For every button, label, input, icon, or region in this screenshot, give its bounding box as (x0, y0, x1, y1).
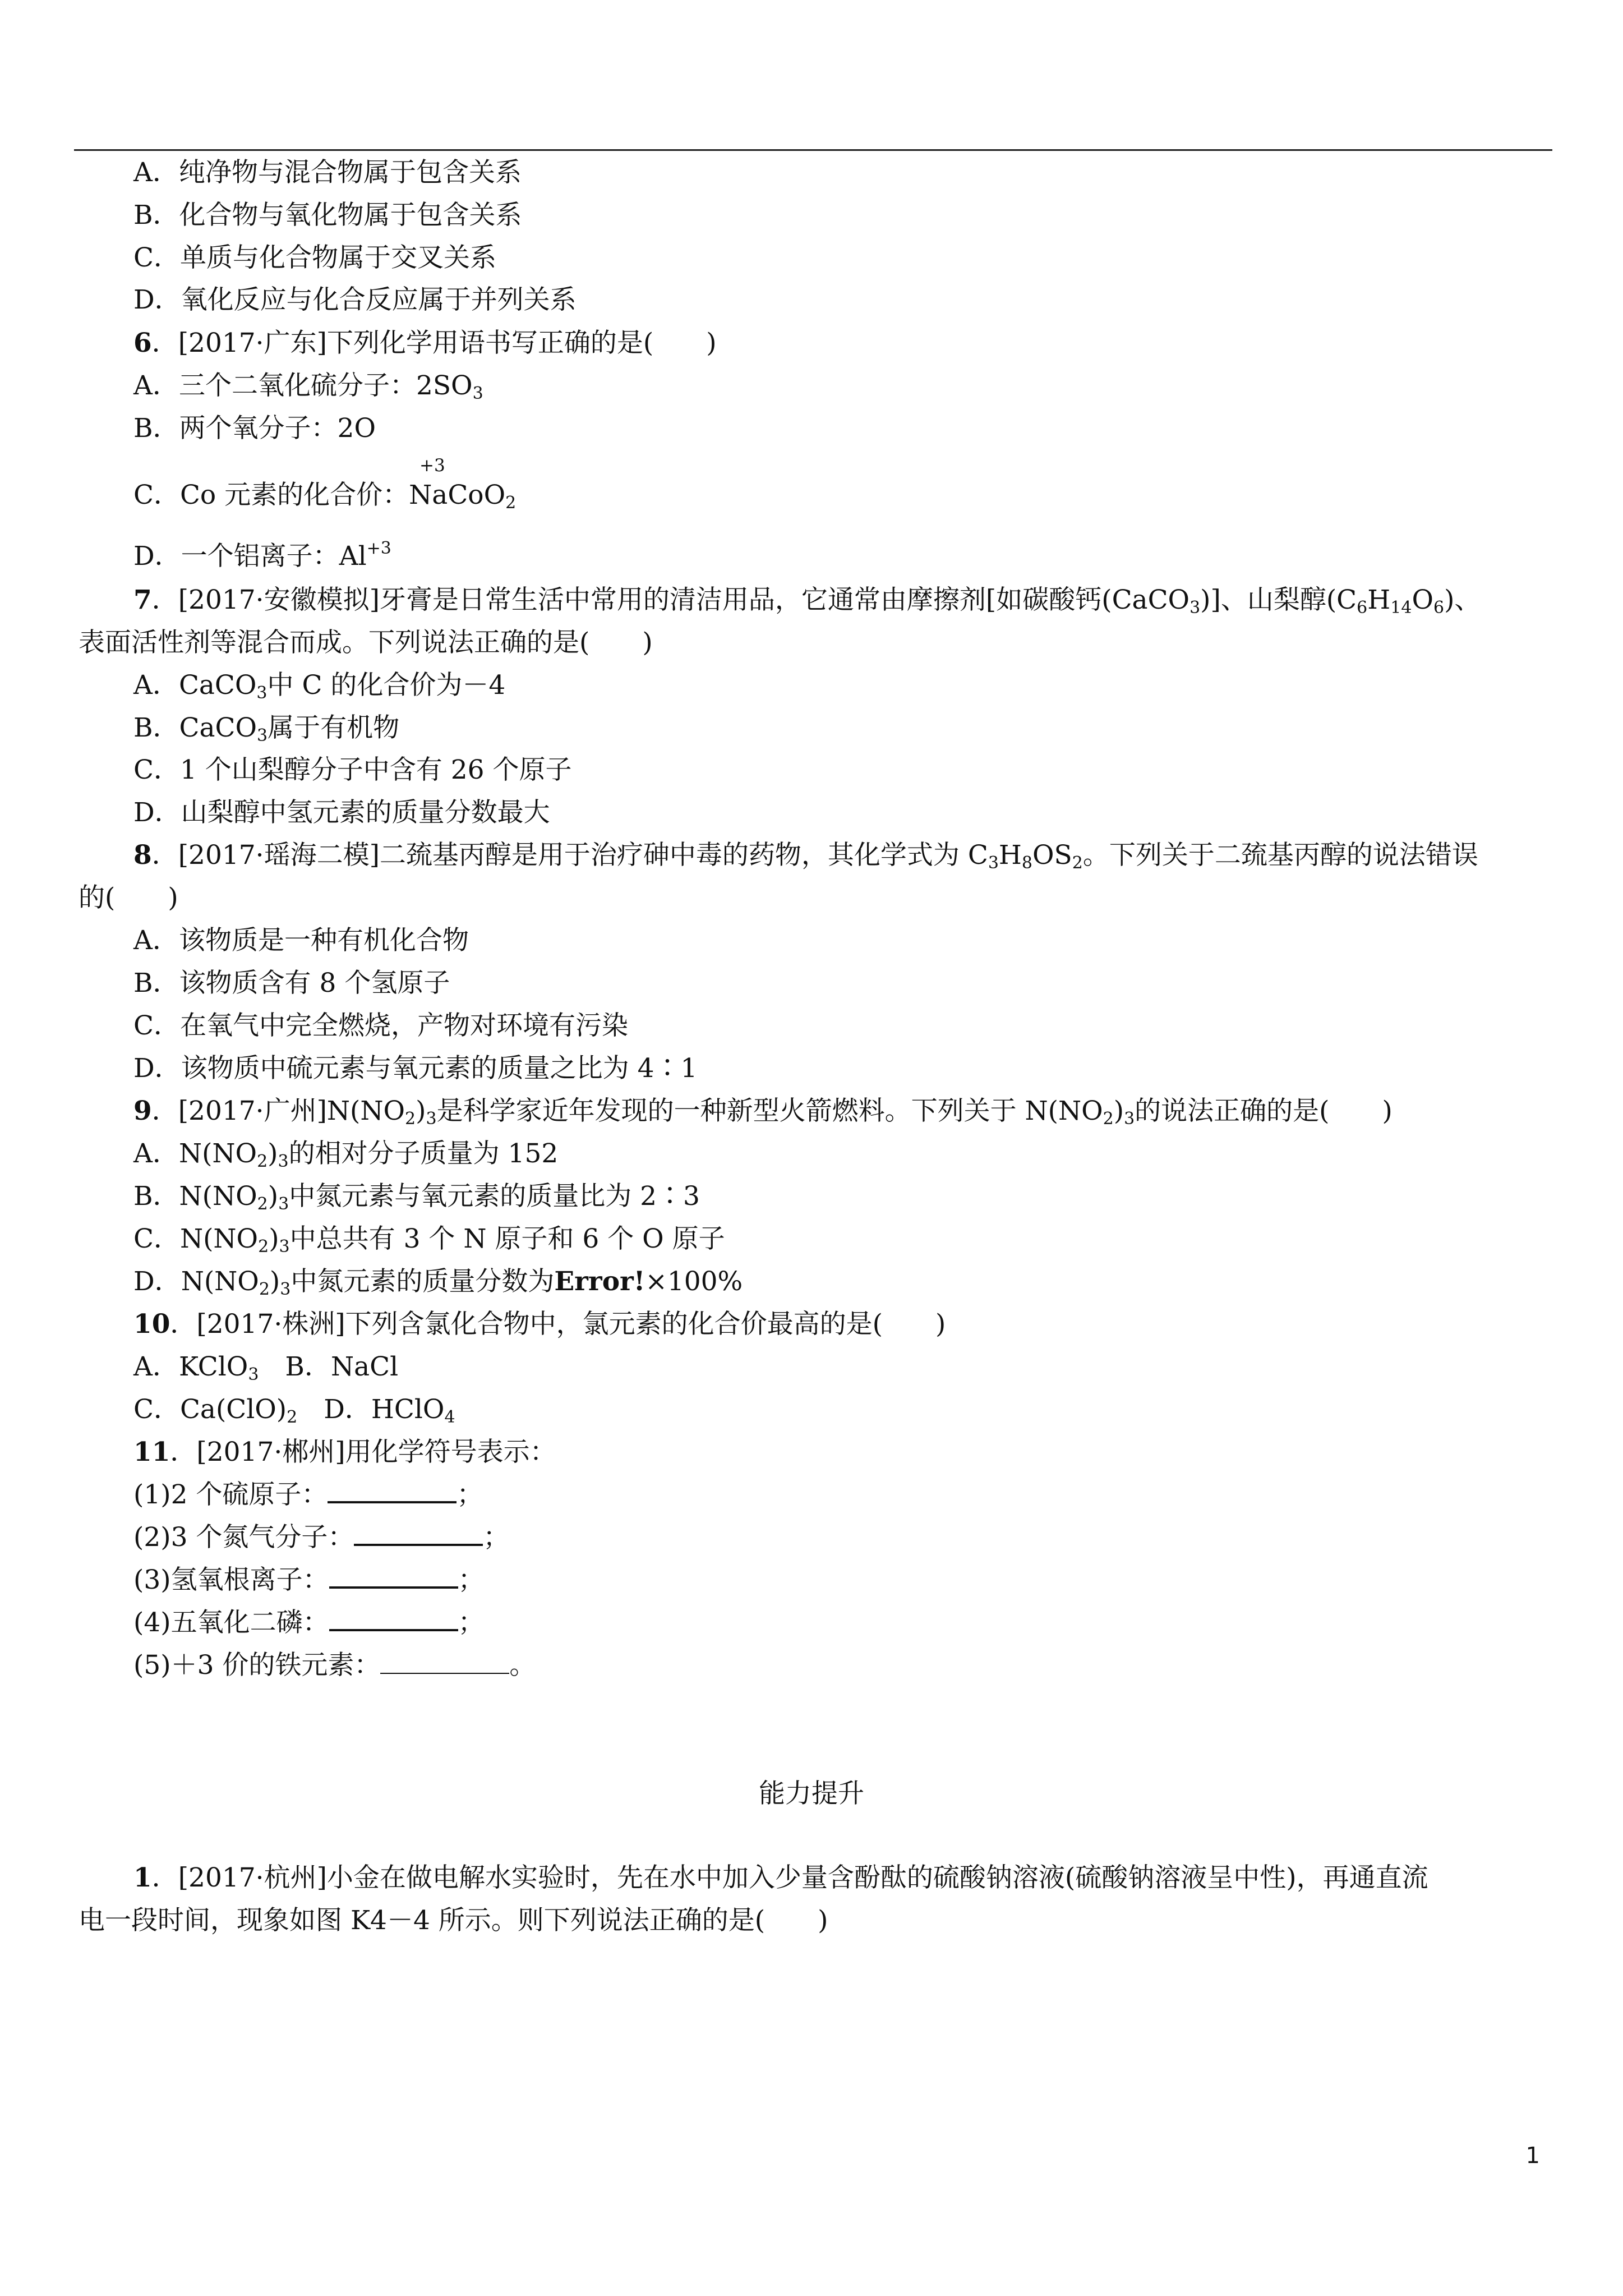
q10-options-cd: C．$Ca(ClO)_2$ D．HClO$_4$ (133, 1394, 455, 1427)
q8-option-c: C．在氧气中完全燃烧，产物对环境有污染 (133, 1010, 628, 1041)
header-rule (74, 149, 1552, 151)
q11-item-2: (2)3 个氮气分子： ； (133, 1522, 510, 1553)
question-7-stem: 7．[2017·安徽模拟]牙膏是日常生活中常用的清洁用品，它通常由摩擦剂[如碳酸钙(CaCO$_3$)]、山梨醇$(C_6H_{14}O_6)$、 (133, 585, 1481, 618)
answer-blank[interactable] (328, 1481, 457, 1503)
question-7-stem-line2: 表面活性剂等混合而成。下列说法正确的是( ) (79, 627, 653, 658)
q6-oxidation-state: +3 (419, 455, 445, 476)
question-8-stem-line2: 的( ) (79, 882, 178, 913)
question-10-stem: 10．[2017·株洲]下列含氯化合物中，氯元素的化合价最高的是( ) (133, 1309, 946, 1340)
q9-option-b: B．$N(NO_2)_3$中氮元素与氧元素的质量比为 2∶3 (133, 1181, 700, 1214)
ability-question-1-stem: 1．[2017·杭州]小金在做电解水实验时，先在水中加入少量含酚酞的硫酸钠溶液(硫酸钠溶液呈中性)，再通直流 (133, 1862, 1428, 1893)
q7-option-c: C．1 个山梨醇分子中含有 26 个原子 (133, 754, 572, 785)
q5-option-b: B．化合物与氧化物属于包含关系 (133, 200, 522, 231)
q9-option-c: C．$N(NO_2)_3$中总共有 3 个 N 原子和 6 个 O 原子 (133, 1223, 725, 1257)
question-9-stem: 9．[2017·广州]$N(NO_2)_3$是科学家近年发现的一种新型火箭燃料。下列关于 $N(NO_2)_3$的说法正确的是( ) (133, 1096, 1393, 1129)
q11-item-1: (1)2 个硫原子： ； (133, 1479, 483, 1510)
answer-blank[interactable] (354, 1524, 483, 1546)
q5-option-d: D．氧化反应与化合反应属于并列关系 (133, 284, 577, 315)
q8-option-d: D．该物质中硫元素与氧元素的质量之比为 4∶1 (133, 1053, 698, 1084)
q9-option-d: D．$N(NO_2)_3$中氮元素的质量分数为Error!×100% (133, 1266, 743, 1299)
q6-option-c: C．Co 元素的化合价：NaCoO$_2$ (133, 480, 517, 513)
answer-blank[interactable] (329, 1609, 458, 1631)
answer-blank[interactable] (380, 1653, 509, 1674)
section-title: 能力提升 (759, 1778, 864, 1809)
q6-option-a: A．三个二氧化硫分子：$2SO_3$ (133, 370, 483, 403)
q5-option-c: C．单质与化合物属于交叉关系 (133, 242, 496, 273)
q10-options-ab: A．KClO$_3$ B．NaCl (133, 1351, 399, 1384)
q7-option-b: B．CaCO$_3$属于有机物 (133, 712, 400, 746)
q9-option-a: A．$N(NO_2)_3$的相对分子质量为 152 (133, 1138, 559, 1171)
question-8-stem: 8．[2017·瑶海二模]二巯基丙醇是用于治疗砷中毒的药物，其化学式为 $C_3H_8OS_2$。下列关于二巯基丙醇的说法错误 (133, 840, 1478, 873)
q11-item-5: (5)＋3 价的铁元素： 。 (133, 1650, 536, 1681)
q6-option-b: B．两个氧分子：2O (133, 413, 376, 444)
q6-option-d: D．一个铝离子：$Al^{+3}$ (133, 539, 391, 572)
ability-question-1-stem-line2: 电一段时间，现象如图 K4－4 所示。则下列说法正确的是( ) (79, 1905, 828, 1936)
q8-option-b: B．该物质含有 8 个氢原子 (133, 968, 450, 999)
q8-option-a: A．该物质是一种有机化合物 (133, 925, 469, 956)
q11-item-4: (4)五氧化二磷： ； (133, 1607, 485, 1638)
q11-item-3: (3)氢氧根离子： ； (133, 1565, 485, 1595)
answer-blank[interactable] (329, 1566, 458, 1589)
page-number: 1 (1525, 2143, 1540, 2169)
question-6-stem: 6．[2017·广东]下列化学用语书写正确的是( ) (133, 328, 717, 358)
q7-option-a: A．CaCO$_3$中 C 的化合价为－4 (133, 670, 506, 703)
q7-option-d: D．山梨醇中氢元素的质量分数最大 (133, 797, 550, 828)
question-11-stem: 11．[2017·郴州]用化学符号表示： (133, 1437, 556, 1467)
q5-option-a: A．纯净物与混合物属于包含关系 (133, 157, 522, 188)
